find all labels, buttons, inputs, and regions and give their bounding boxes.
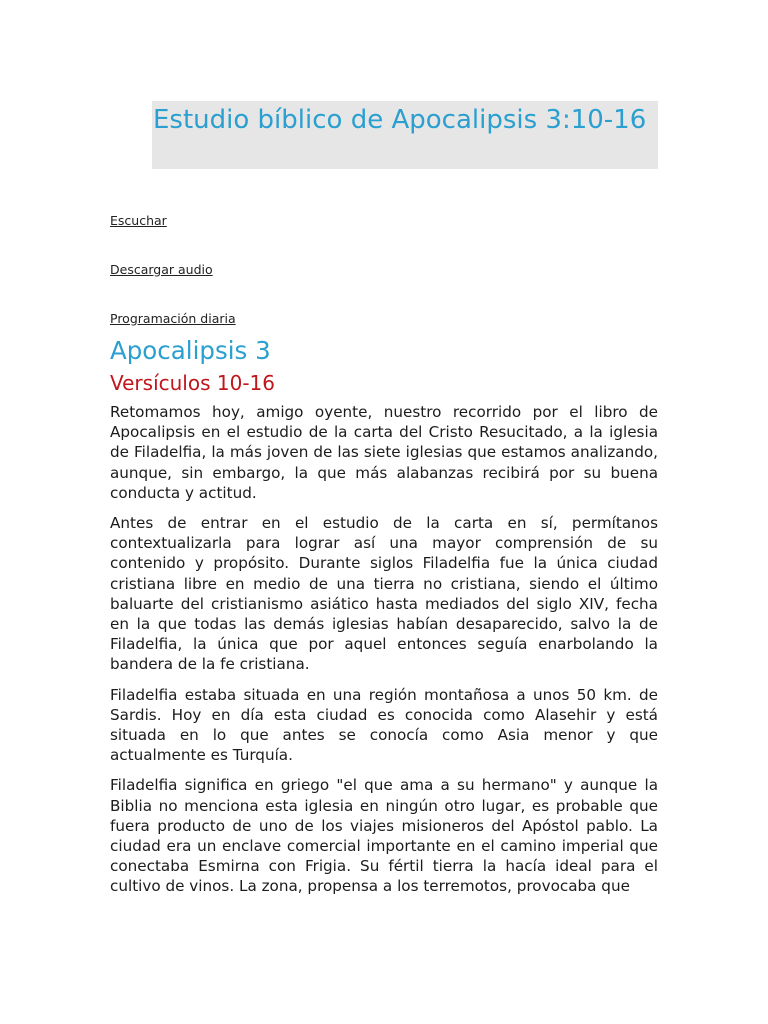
paragraph: Retomamos hoy, amigo oyente, nuestro recorrido por el libro de Apocalipsis en el estudio de la carta del Cristo Resucitado, a la iglesia de Filadelfia, la más joven de las siete iglesias que estamos analizando, aunque, sin embargo, la que más alabanzas recibirá por su buena conducta y actitud. (110, 403, 658, 502)
verses-heading: Versículos 10-16 (110, 371, 275, 395)
page-title: Estudio bíblico de Apocalipsis 3:10-16 (153, 105, 647, 135)
download-audio-link[interactable]: Descargar audio (110, 262, 213, 277)
daily-schedule-link[interactable]: Programación diaria (110, 311, 236, 326)
chapter-heading: Apocalipsis 3 (110, 336, 271, 365)
paragraph: Filadelfia estaba situada en una región montañosa a unos 50 km. de Sardis. Hoy en día esta ciudad es conocida como Alasehir y está situada en lo que antes se conocía como Asia menor y que actualmente es Turquía. (110, 685, 658, 765)
title-banner (152, 101, 658, 169)
listen-link[interactable]: Escuchar (110, 213, 167, 228)
paragraph: Filadelfia significa en griego "el que ama a su hermano" y aunque la Biblia no menciona esta iglesia en ningún otro lugar, es probable que fuera producto de uno de los viajes misioneros del Apóstol pablo. La ciudad era un enclave comercial importante en el camino imperial que conectaba Esmirna con Frigia. Su fértil tierra la hacía ideal para el cultivo de vinos. La zona, propensa a los terremotos, provocaba que (110, 776, 658, 896)
paragraph: Antes de entrar en el estudio de la carta en sí, permítanos contextualizarla para lograr así una mayor comprensión de su contenido y propósito. Durante siglos Filadelfia fue la única ciudad cristiana libre en medio de una tierra no cristiana, siendo el último baluarte del cristianismo asiático hasta mediados del siglo XIV, fecha en la que todas las demás iglesias habían desaparecido, salvo la de Filadelfia, la única que por aquel entonces seguía enarbolando la bandera de la fe cristiana. (110, 514, 658, 674)
article-content (110, 212, 658, 897)
